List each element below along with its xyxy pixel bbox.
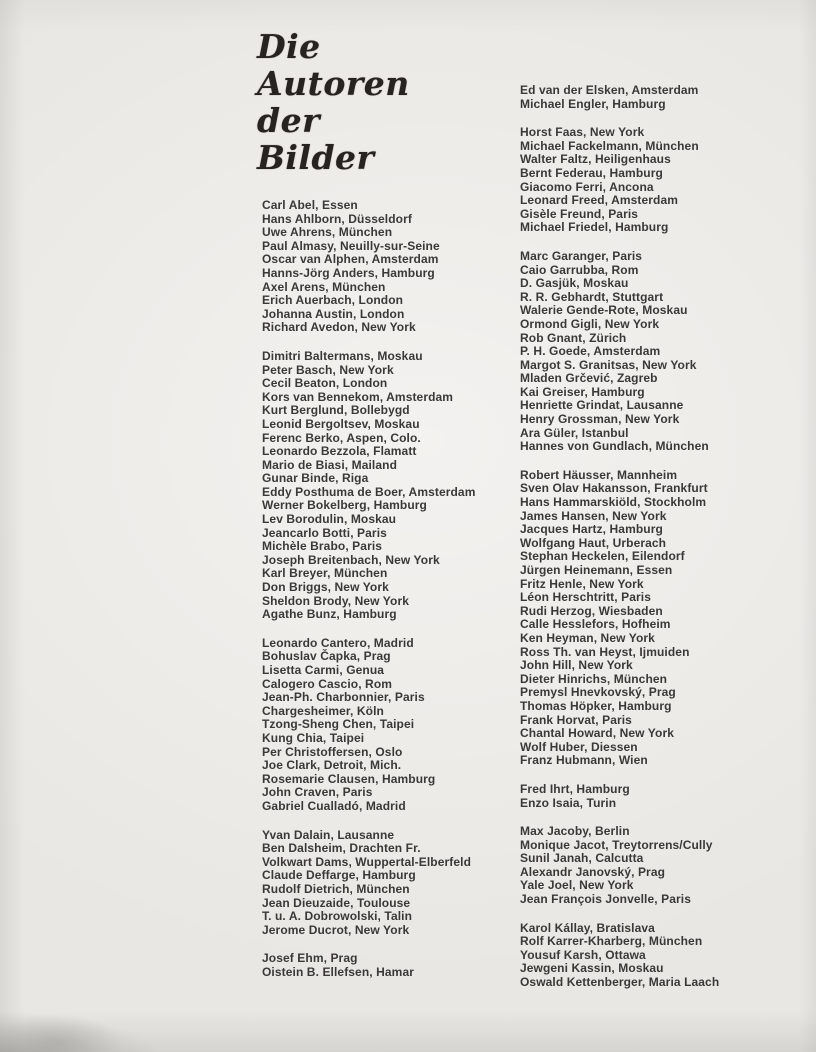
author-entry: Joseph Breitenbach, New York (262, 552, 440, 567)
author-entry: Karl Breyer, München (262, 566, 388, 581)
author-entry: Robert Häusser, Mannheim (520, 467, 678, 482)
author-entry: Jean-Ph. Charbonnier, Paris (262, 690, 425, 705)
author-entry: Max Jacoby, Berlin (520, 824, 630, 839)
author-entry: Michael Fackelmann, München (520, 138, 699, 153)
author-entry: Oistein B. Ellefsen, Hamar (262, 964, 414, 979)
author-entry: Caio Garrubba, Rom (520, 262, 639, 277)
author-entry: Eddy Posthuma de Boer, Amsterdam (262, 484, 476, 499)
author-entry: Rudolf Dietrich, München (262, 881, 410, 896)
author-group (262, 199, 512, 335)
author-entry: Karol Kállay, Bratislava (520, 920, 655, 935)
author-entry: Paul Almasy, Neuilly-sur-Seine (262, 238, 440, 253)
author-entry: Jewgeni Kassin, Moskau (520, 961, 664, 976)
authors-column-right (520, 84, 806, 990)
author-entry: Agathe Bunz, Hamburg (262, 607, 397, 622)
author-entry: Wolfgang Haut, Urberach (520, 535, 667, 550)
author-group (520, 469, 806, 768)
author-entry: P. H. Goede, Amsterdam (520, 344, 661, 359)
author-entry: Mladen Grčević, Zagreb (520, 371, 658, 386)
author-entry: Johanna Austin, London (262, 306, 405, 321)
author-group (262, 952, 512, 979)
author-group (520, 126, 806, 235)
author-entry: Fritz Henle, New York (520, 576, 644, 591)
author-entry: Jerome Ducrot, New York (262, 922, 410, 937)
author-entry: Gunar Binde, Riga (262, 471, 369, 486)
author-entry: Wolf Huber, Diessen (520, 739, 638, 754)
author-entry: Jeancarlo Botti, Paris (262, 525, 387, 540)
author-entry: Hannes von Gundlach, München (520, 439, 709, 454)
author-entry: Henry Grossman, New York (520, 412, 680, 427)
author-entry: Rudi Herzog, Wiesbaden (520, 603, 663, 618)
author-entry: Ken Heyman, New York (520, 630, 655, 645)
author-entry: Yale Joel, New York (520, 878, 634, 893)
author-entry: R. R. Gebhardt, Stuttgart (520, 289, 664, 304)
author-entry: Jean Dieuzaide, Toulouse (262, 895, 411, 910)
author-entry: T. u. A. Dobrowolski, Talin (262, 909, 413, 924)
author-entry: Michael Engler, Hamburg (520, 96, 666, 111)
author-entry: Walter Faltz, Heiligenhaus (520, 152, 671, 167)
author-entry: Michael Friedel, Hamburg (520, 220, 669, 235)
author-entry: Ed van der Elsken, Amsterdam (520, 83, 699, 97)
author-entry: Rosemarie Clausen, Hamburg (262, 771, 436, 786)
author-entry: Mario de Biasi, Mailand (262, 457, 397, 472)
author-entry: Leonid Bergoltsev, Moskau (262, 416, 420, 431)
author-entry: Peter Basch, New York (262, 362, 394, 377)
author-entry: Tzong-Sheng Chen, Taipei (262, 717, 415, 732)
author-entry: Alexandr Janovský, Prag (520, 864, 666, 879)
author-entry: Gisèle Freund, Paris (520, 206, 639, 221)
author-entry: Sunil Janah, Calcutta (520, 851, 644, 866)
author-entry: Jacques Hartz, Hamburg (520, 522, 663, 537)
author-entry: Lev Borodulin, Moskau (262, 512, 397, 527)
author-entry: Ormond Gigli, New York (520, 316, 660, 331)
author-entry: Erich Auerbach, London (262, 293, 404, 308)
author-entry: Premysl Hnevkovský, Prag (520, 685, 676, 700)
page-title-line: Autoren (257, 64, 410, 103)
author-entry: Gabriel Cualladó, Madrid (262, 798, 406, 813)
author-entry: Don Briggs, New York (262, 580, 389, 595)
author-entry: Richard Avedon, New York (262, 320, 416, 335)
author-group (520, 922, 806, 990)
author-entry: Bohuslav Čapka, Prag (262, 649, 391, 664)
author-entry: Fred Ihrt, Hamburg (520, 781, 630, 796)
author-entry: Henriette Grindat, Lausanne (520, 398, 684, 413)
author-entry: Kors van Bennekom, Amsterdam (262, 389, 454, 404)
author-entry: Enzo Isaia, Turin (520, 795, 617, 810)
author-entry: Kai Greiser, Hamburg (520, 384, 645, 399)
page-title-line: Bilder (257, 138, 375, 177)
author-entry: Rolf Karrer-Kharberg, München (520, 934, 703, 949)
author-entry: John Hill, New York (520, 658, 633, 673)
author-entry: Kung Chia, Taipei (262, 730, 365, 745)
author-group (262, 829, 512, 938)
author-entry: Josef Ehm, Prag (262, 951, 358, 966)
author-group (520, 250, 806, 454)
author-entry: Ross Th. van Heyst, Ijmuiden (520, 644, 690, 659)
author-entry: Lisetta Carmi, Genua (262, 663, 385, 677)
page-title-line: der (257, 101, 320, 140)
author-entry: Jürgen Heinemann, Essen (520, 563, 673, 577)
author-entry: D. Gasjük, Moskau (520, 276, 629, 291)
author-entry: Volkwart Dams, Wuppertal-Elberfeld (262, 854, 471, 869)
author-entry: Werner Bokelberg, Hamburg (262, 498, 427, 513)
author-entry: Léon Herschtritt, Paris (520, 590, 652, 605)
author-group (262, 637, 512, 814)
author-entry: John Craven, Paris (262, 785, 373, 800)
author-entry: Bernt Federau, Hamburg (520, 165, 663, 180)
author-entry: Carl Abel, Essen (262, 198, 358, 212)
author-entry: Stephan Heckelen, Eilendorf (520, 549, 685, 564)
page-title-line: Die (257, 27, 321, 66)
author-entry: Hans Ahlborn, Düsseldorf (262, 211, 412, 226)
author-entry: Cecil Beaton, London (262, 376, 388, 391)
author-entry: Horst Faas, New York (520, 125, 645, 140)
authors-column-left (262, 199, 512, 979)
author-entry: Leonard Freed, Amsterdam (520, 193, 678, 208)
author-entry: Hanns-Jörg Anders, Hamburg (262, 265, 435, 280)
author-entry: Claude Deffarge, Hamburg (262, 868, 416, 883)
author-entry: Chargesheimer, Köln (262, 703, 384, 718)
author-entry: James Hansen, New York (520, 508, 667, 523)
author-entry: Dieter Hinrichs, München (520, 671, 668, 686)
author-entry: Ben Dalsheim, Drachten Fr. (262, 841, 421, 856)
author-entry: Sheldon Brody, New York (262, 593, 409, 608)
author-entry: Jean François Jonvelle, Paris (520, 892, 691, 907)
author-entry: Ara Güler, Istanbul (520, 425, 629, 440)
author-entry: Ferenc Berko, Aspen, Colo. (262, 430, 421, 445)
author-entry: Marc Garanger, Paris (520, 248, 643, 263)
author-entry: Per Christoffersen, Oslo (262, 744, 403, 759)
author-group (262, 350, 512, 622)
author-entry: Oswald Kettenberger, Maria Laach (520, 975, 720, 990)
author-group (520, 825, 806, 907)
author-group (520, 84, 806, 111)
page-title (257, 28, 410, 176)
author-entry: Leonardo Bezzola, Flamatt (262, 444, 417, 459)
author-entry: Yousuf Karsh, Ottawa (520, 947, 646, 962)
author-entry: Axel Arens, München (262, 279, 386, 294)
author-entry: Joe Clark, Detroit, Mich. (262, 758, 402, 773)
author-entry: Thomas Höpker, Hamburg (520, 698, 672, 713)
author-entry: Michèle Brabo, Paris (262, 539, 383, 554)
author-entry: Walerie Gende-Rote, Moskau (520, 303, 688, 318)
author-entry: Calle Hesslefors, Hofheim (520, 617, 671, 632)
author-entry: Yvan Dalain, Lausanne (262, 827, 395, 842)
author-entry: Oscar van Alphen, Amsterdam (262, 252, 439, 267)
author-entry: Dimitri Baltermans, Moskau (262, 348, 423, 363)
author-entry: Frank Horvat, Paris (520, 712, 632, 727)
author-entry: Leonardo Cantero, Madrid (262, 635, 414, 650)
author-entry: Uwe Ahrens, München (262, 225, 393, 240)
author-entry: Margot S. Granitsas, New York (520, 357, 697, 372)
author-entry: Hans Hammarskiöld, Stockholm (520, 495, 707, 510)
author-entry: Rob Gnant, Zürich (520, 330, 627, 345)
author-entry: Calogero Cascio, Rom (262, 676, 393, 691)
author-entry: Kurt Berglund, Bollebygd (262, 403, 410, 418)
author-entry: Chantal Howard, New York (520, 726, 674, 741)
author-entry: Sven Olav Hakansson, Frankfurt (520, 481, 708, 496)
author-entry: Giacomo Ferri, Ancona (520, 179, 654, 194)
author-group (520, 783, 806, 810)
author-entry: Monique Jacot, Treytorrens/Cully (520, 837, 713, 852)
author-entry: Franz Hubmann, Wien (520, 753, 648, 768)
